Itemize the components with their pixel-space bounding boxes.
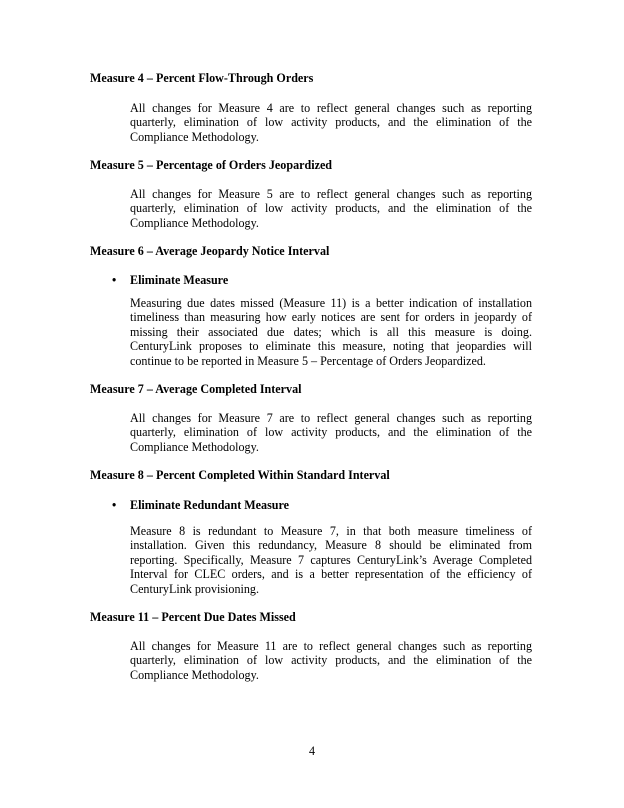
section-paragraph-measure-11	[130, 639, 532, 682]
section-heading-measure-7: Measure 7 – Average Completed Interval	[90, 382, 302, 396]
paragraph-line: timeliness than measuring how early notices are sent for orders in jeopardy of	[130, 310, 532, 325]
paragraph-line: missing their associated due dates; which is all this measure is doing.	[130, 324, 532, 339]
section-heading-measure-6: Measure 6 – Average Jeopardy Notice Interval	[90, 244, 330, 258]
paragraph-line: All changes for Measure 7 are to reflect general changes such as reporting	[130, 411, 532, 425]
bullet-label: Eliminate Measure	[130, 273, 229, 287]
section-paragraph-measure-6	[130, 296, 532, 368]
paragraph-line: All changes for Measure 11 are to reflect general changes such as reporting	[130, 639, 532, 653]
paragraph-line: Compliance Methodology.	[130, 215, 259, 230]
paragraph-line: quarterly, elimination of low activity products, and the elimination of the	[130, 201, 532, 216]
bullet-icon: •	[112, 273, 117, 287]
section-paragraph-measure-5	[130, 187, 532, 230]
section-paragraph-measure-7	[130, 411, 532, 454]
bullet-label: Eliminate Redundant Measure	[130, 498, 290, 512]
section-heading-measure-11: Measure 11 – Percent Due Dates Missed	[90, 610, 296, 624]
paragraph-line: All changes for Measure 5 are to reflect general changes such as reporting	[130, 187, 532, 201]
section-heading-measure-4: Measure 4 – Percent Flow-Through Orders	[90, 71, 314, 85]
paragraph-line: All changes for Measure 4 are to reflect general changes such as reporting	[130, 101, 532, 115]
paragraph-line: Measuring due dates missed (Measure 11) is a better indication of installation	[130, 296, 532, 310]
section-heading-measure-8: Measure 8 – Percent Completed Within Standard Interval	[90, 468, 390, 482]
paragraph-line: Compliance Methodology.	[130, 439, 259, 454]
paragraph-line: Compliance Methodology.	[130, 129, 259, 144]
paragraph-line: quarterly, elimination of low activity products, and the elimination of the	[130, 115, 532, 130]
paragraph-line: installation. Given this redundancy, Measure 8 should be eliminated from	[130, 538, 532, 553]
section-paragraph-measure-8	[130, 524, 532, 596]
paragraph-line: quarterly, elimination of low activity products, and the elimination of the	[130, 653, 532, 668]
paragraph-line: CenturyLink proposes to eliminate this measure, noting that jeopardies will	[130, 339, 532, 354]
bullet-icon: •	[112, 498, 117, 512]
paragraph-line: continue to be reported in Measure 5 – Percentage of Orders Jeopardized.	[130, 353, 486, 368]
paragraph-line: quarterly, elimination of low activity products, and the elimination of the	[130, 425, 532, 440]
paragraph-line: Compliance Methodology.	[130, 667, 259, 682]
bullet-item-eliminate-measure	[112, 273, 228, 287]
bullet-item-eliminate-redundant-measure	[112, 498, 289, 512]
section-heading-measure-5: Measure 5 – Percentage of Orders Jeopardized	[90, 158, 333, 172]
page-number: 4	[308, 744, 316, 758]
paragraph-line: Interval for CLEC orders, and is a better representation of the efficiency of	[130, 567, 532, 582]
paragraph-line: Measure 8 is redundant to Measure 7, in that both measure timeliness of	[130, 524, 532, 538]
paragraph-line: CenturyLink provisioning.	[130, 581, 259, 596]
paragraph-line: reporting. Specifically, Measure 7 captures CenturyLink’s Average Completed	[130, 552, 532, 567]
section-paragraph-measure-4	[130, 101, 532, 144]
